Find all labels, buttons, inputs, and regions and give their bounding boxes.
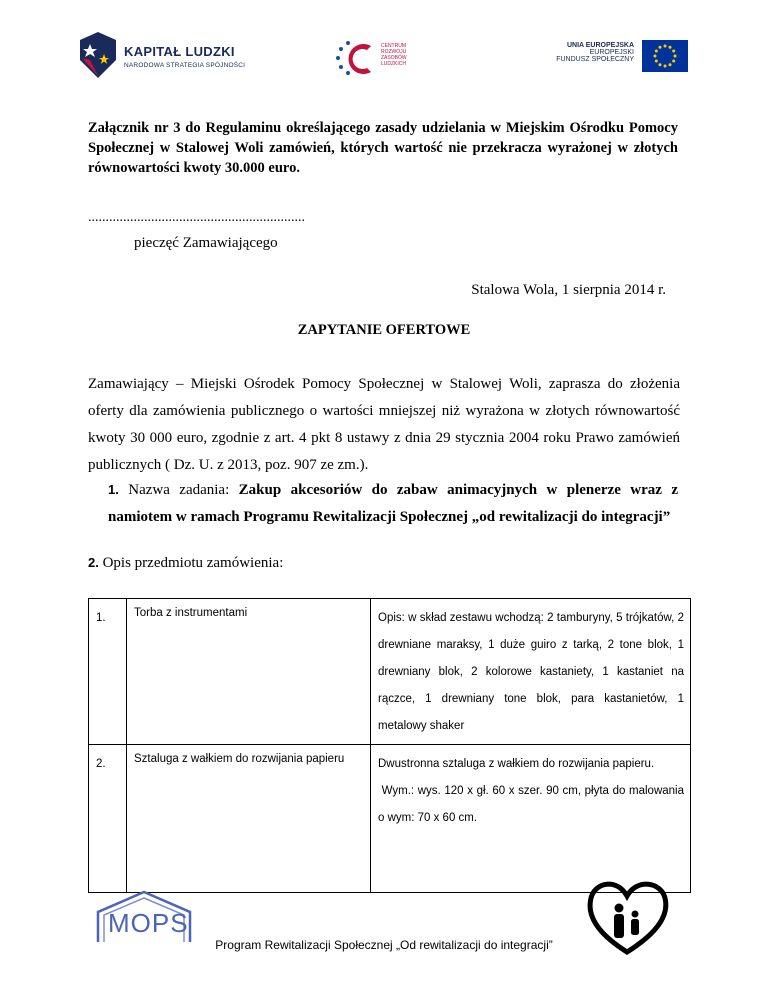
order-items-table	[88, 598, 691, 893]
footer-text: Program Rewitalizacji Społecznej „Od rewitalizacji do integracji”	[215, 938, 553, 952]
row-item-description	[371, 745, 691, 893]
row-number: 2.	[89, 745, 127, 893]
row-description-part-2: Wym.: wys. 120 x gł. 60 x szer. 90 cm, płyta do malowania o wym: 70 x 60 cm.	[378, 785, 688, 824]
document-title: ZAPYTANIE OFERTOWE	[297, 322, 471, 338]
description-item	[88, 555, 283, 572]
mops-text: MOPS	[108, 908, 189, 938]
task-name-number: 1.	[108, 482, 119, 497]
mops-logo	[94, 888, 194, 944]
centrum-rozwoju-logo	[333, 38, 433, 80]
description-number: 2.	[88, 555, 99, 570]
stamp-label: pieczęć Zamawiającego	[134, 235, 278, 251]
eu-line-2: EUROPEJSKI	[589, 49, 634, 56]
kapital-ludzki-title: KAPITAŁ LUDZKI	[124, 44, 235, 59]
task-name-item	[108, 476, 678, 531]
task-name-value: Zakup akcesoriów do zabaw animacyjnych w plenerze wraz z namiotem w ramach Programu Rewitalizacji Społecznej „od rewitalizacji do integracji”	[108, 482, 679, 525]
centrum-line-2: ROZWOJU	[381, 49, 407, 55]
kapital-ludzki-emblem-icon	[78, 30, 118, 80]
eu-flag-icon	[642, 40, 688, 72]
eu-line-1: UNIA EUROPEJSKA	[566, 42, 634, 49]
row-description-part-1: Dwustronna sztaluga z wałkiem do rozwijania papieru.	[378, 758, 655, 770]
row-item-name: Torba z instrumentami	[127, 599, 371, 745]
centrum-rozwoju-emblem-icon	[333, 38, 377, 80]
stamp-dots: ..............................................................	[88, 210, 305, 225]
table-row	[89, 599, 691, 745]
eu-logo	[552, 40, 692, 76]
row-item-name: Sztaluga z wałkiem do rozwijania papieru	[127, 745, 371, 893]
centrum-line-4: LUDZKICH	[381, 61, 407, 67]
intro-paragraph: Zamawiający – Miejski Ośrodek Pomocy Społecznej w Stalowej Woli, zaprasza do złożenia oferty dla zamówienia publicznego o wartości mniejszej niż wyrażona w złotych równowartość kwoty 30 000 euro, zgodnie z art. 4 pkt 8 ustawy z dnia 29 stycznia 2004 roku Prawo zamówień publicznych ( Dz. U. z 2013, poz. 907 ze zm.).	[88, 376, 680, 473]
table-row	[89, 745, 691, 893]
eu-line-3: FUNDUSZ SPOŁECZNY	[556, 56, 634, 63]
place-date: Stalowa Wola, 1 sierpnia 2014 r.	[471, 282, 666, 298]
description-label: Opis przedmiotu zamówienia:	[102, 555, 284, 571]
kapital-ludzki-subtitle: NARODOWA STRATEGIA SPÓJNOŚCI	[124, 62, 246, 69]
row-item-description: Opis: w skład zestawu wchodzą: 2 tamburyny, 5 trójkatów, 2 drewniane maraksy, 1 duże guiro z tarką, 2 tone blok, 1 drewniany blok, 2 kolorowe kastaniety, 1 kastaniet na rączce, 1 drewniany tone blok, para kastanietów, 1 metalowy shaker	[371, 599, 691, 745]
task-name-label: Nazwa zadania:	[128, 482, 230, 498]
row-number: 1.	[89, 599, 127, 745]
kapital-ludzki-logo	[78, 30, 278, 80]
centrum-line-3: ZASOBÓW	[381, 55, 407, 61]
document-heading: Załącznik nr 3 do Regulaminu określającego zasady udzielania w Miejskim Ośrodku Pomocy Społecznej w Stalowej Woli zamówień, których wartość nie przekracza wyrażonej w złotych równowartości kwoty 30.000 euro.	[88, 120, 678, 176]
centrum-line-1: CENTRUM	[381, 43, 406, 49]
